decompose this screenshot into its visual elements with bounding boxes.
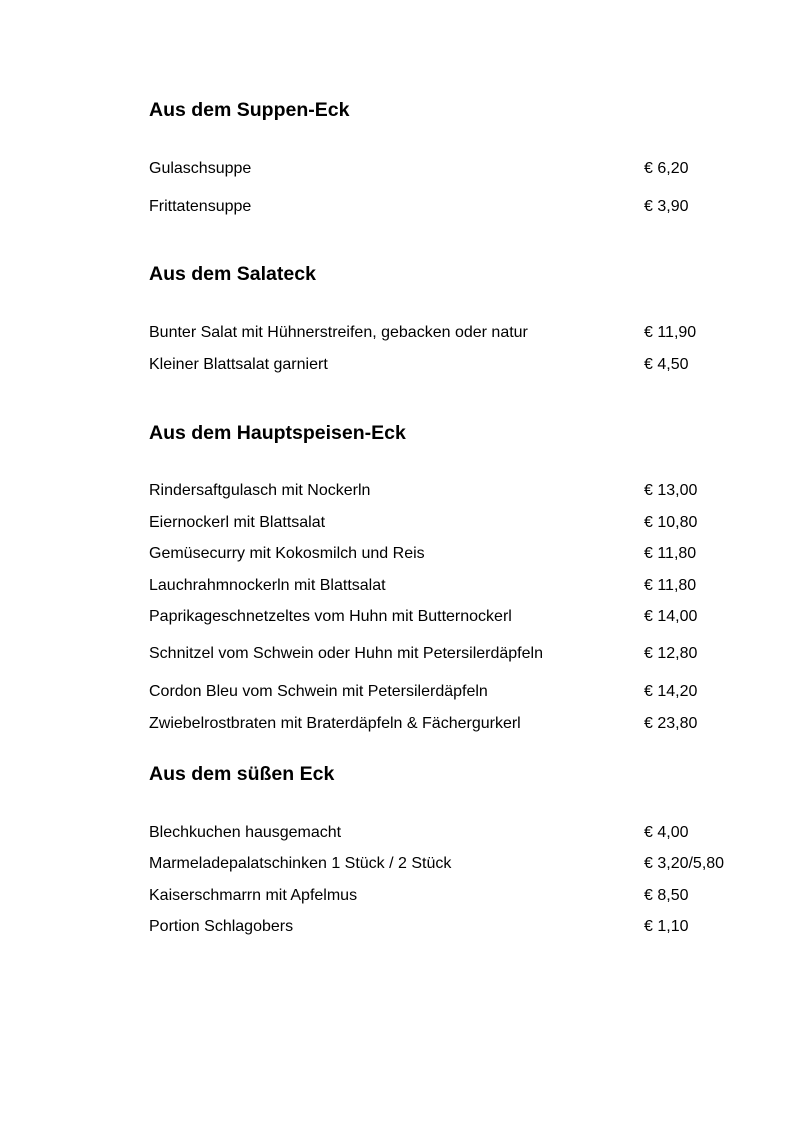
menu-item-name: Paprikageschnetzeltes vom Huhn mit Butternockerl [149, 608, 512, 625]
menu-item-name: Kleiner Blattsalat garniert [149, 356, 328, 373]
menu-item-name: Blechkuchen hausgemacht [149, 824, 342, 841]
menu-item-price: € 14,00 [644, 608, 698, 625]
menu-item-name: Cordon Bleu vom Schwein mit Petersilerdäpfeln [149, 683, 488, 700]
menu-item-name: Kaiserschmarrn mit Apfelmus [149, 887, 358, 904]
menu-item-name: Gemüsecurry mit Kokosmilch und Reis [149, 545, 425, 562]
menu-item-price: € 10,80 [644, 514, 698, 531]
menu-item-name: Schnitzel vom Schwein oder Huhn mit Petersilerdäpfeln [149, 645, 543, 662]
menu-item [149, 543, 749, 565]
menu-item-price: € 11,80 [644, 577, 697, 594]
menu-item-name: Lauchrahmnockerln mit Blattsalat [149, 577, 386, 594]
menu-item [149, 853, 749, 875]
menu-item [149, 606, 749, 628]
section-heading-salat: Aus dem Salateck [149, 263, 316, 285]
menu-item-price: € 4,00 [644, 824, 689, 841]
menu-item [149, 322, 749, 344]
menu-item-name: Marmeladepalatschinken 1 Stück / 2 Stück [149, 855, 452, 872]
menu-item [149, 158, 749, 180]
menu-item-price: € 11,90 [644, 324, 697, 341]
menu-item-price: € 14,20 [644, 683, 698, 700]
menu-item-price: € 1,10 [644, 918, 689, 935]
menu-item [149, 681, 749, 703]
menu-item [149, 916, 749, 938]
menu-item-price: € 6,20 [644, 160, 689, 177]
menu-item [149, 713, 749, 735]
menu-item-price: € 23,80 [644, 715, 698, 732]
menu-item-price: € 12,80 [644, 645, 698, 662]
menu-item-name: Zwiebelrostbraten mit Braterdäpfeln & Fächergurkerl [149, 715, 521, 732]
menu-item-name: Gulaschsuppe [149, 160, 252, 177]
section-heading-suppen: Aus dem Suppen-Eck [149, 99, 350, 121]
menu-item-name: Bunter Salat mit Hühnerstreifen, gebacken oder natur [149, 324, 528, 341]
menu-item-name: Frittatensuppe [149, 198, 252, 215]
menu-item-price: € 8,50 [644, 887, 689, 904]
menu-item-name: Eiernockerl mit Blattsalat [149, 514, 326, 531]
section-heading-suesses: Aus dem süßen Eck [149, 763, 335, 785]
menu-item [149, 885, 749, 907]
menu-item-price: € 4,50 [644, 356, 689, 373]
menu-item-price: € 3,20/5,80 [644, 855, 725, 872]
menu-item [149, 354, 749, 376]
menu-item [149, 480, 749, 502]
menu-item-price: € 11,80 [644, 545, 697, 562]
menu-item [149, 575, 749, 597]
menu-item [149, 643, 749, 665]
menu-item [149, 822, 749, 844]
menu-item-price: € 3,90 [644, 198, 689, 215]
menu-item-name: Portion Schlagobers [149, 918, 294, 935]
section-heading-hauptspeisen: Aus dem Hauptspeisen-Eck [149, 422, 406, 444]
menu-item-name: Rindersaftgulasch mit Nockerln [149, 482, 371, 499]
menu-item-price: € 13,00 [644, 482, 698, 499]
menu-item [149, 196, 749, 218]
menu-item [149, 512, 749, 534]
